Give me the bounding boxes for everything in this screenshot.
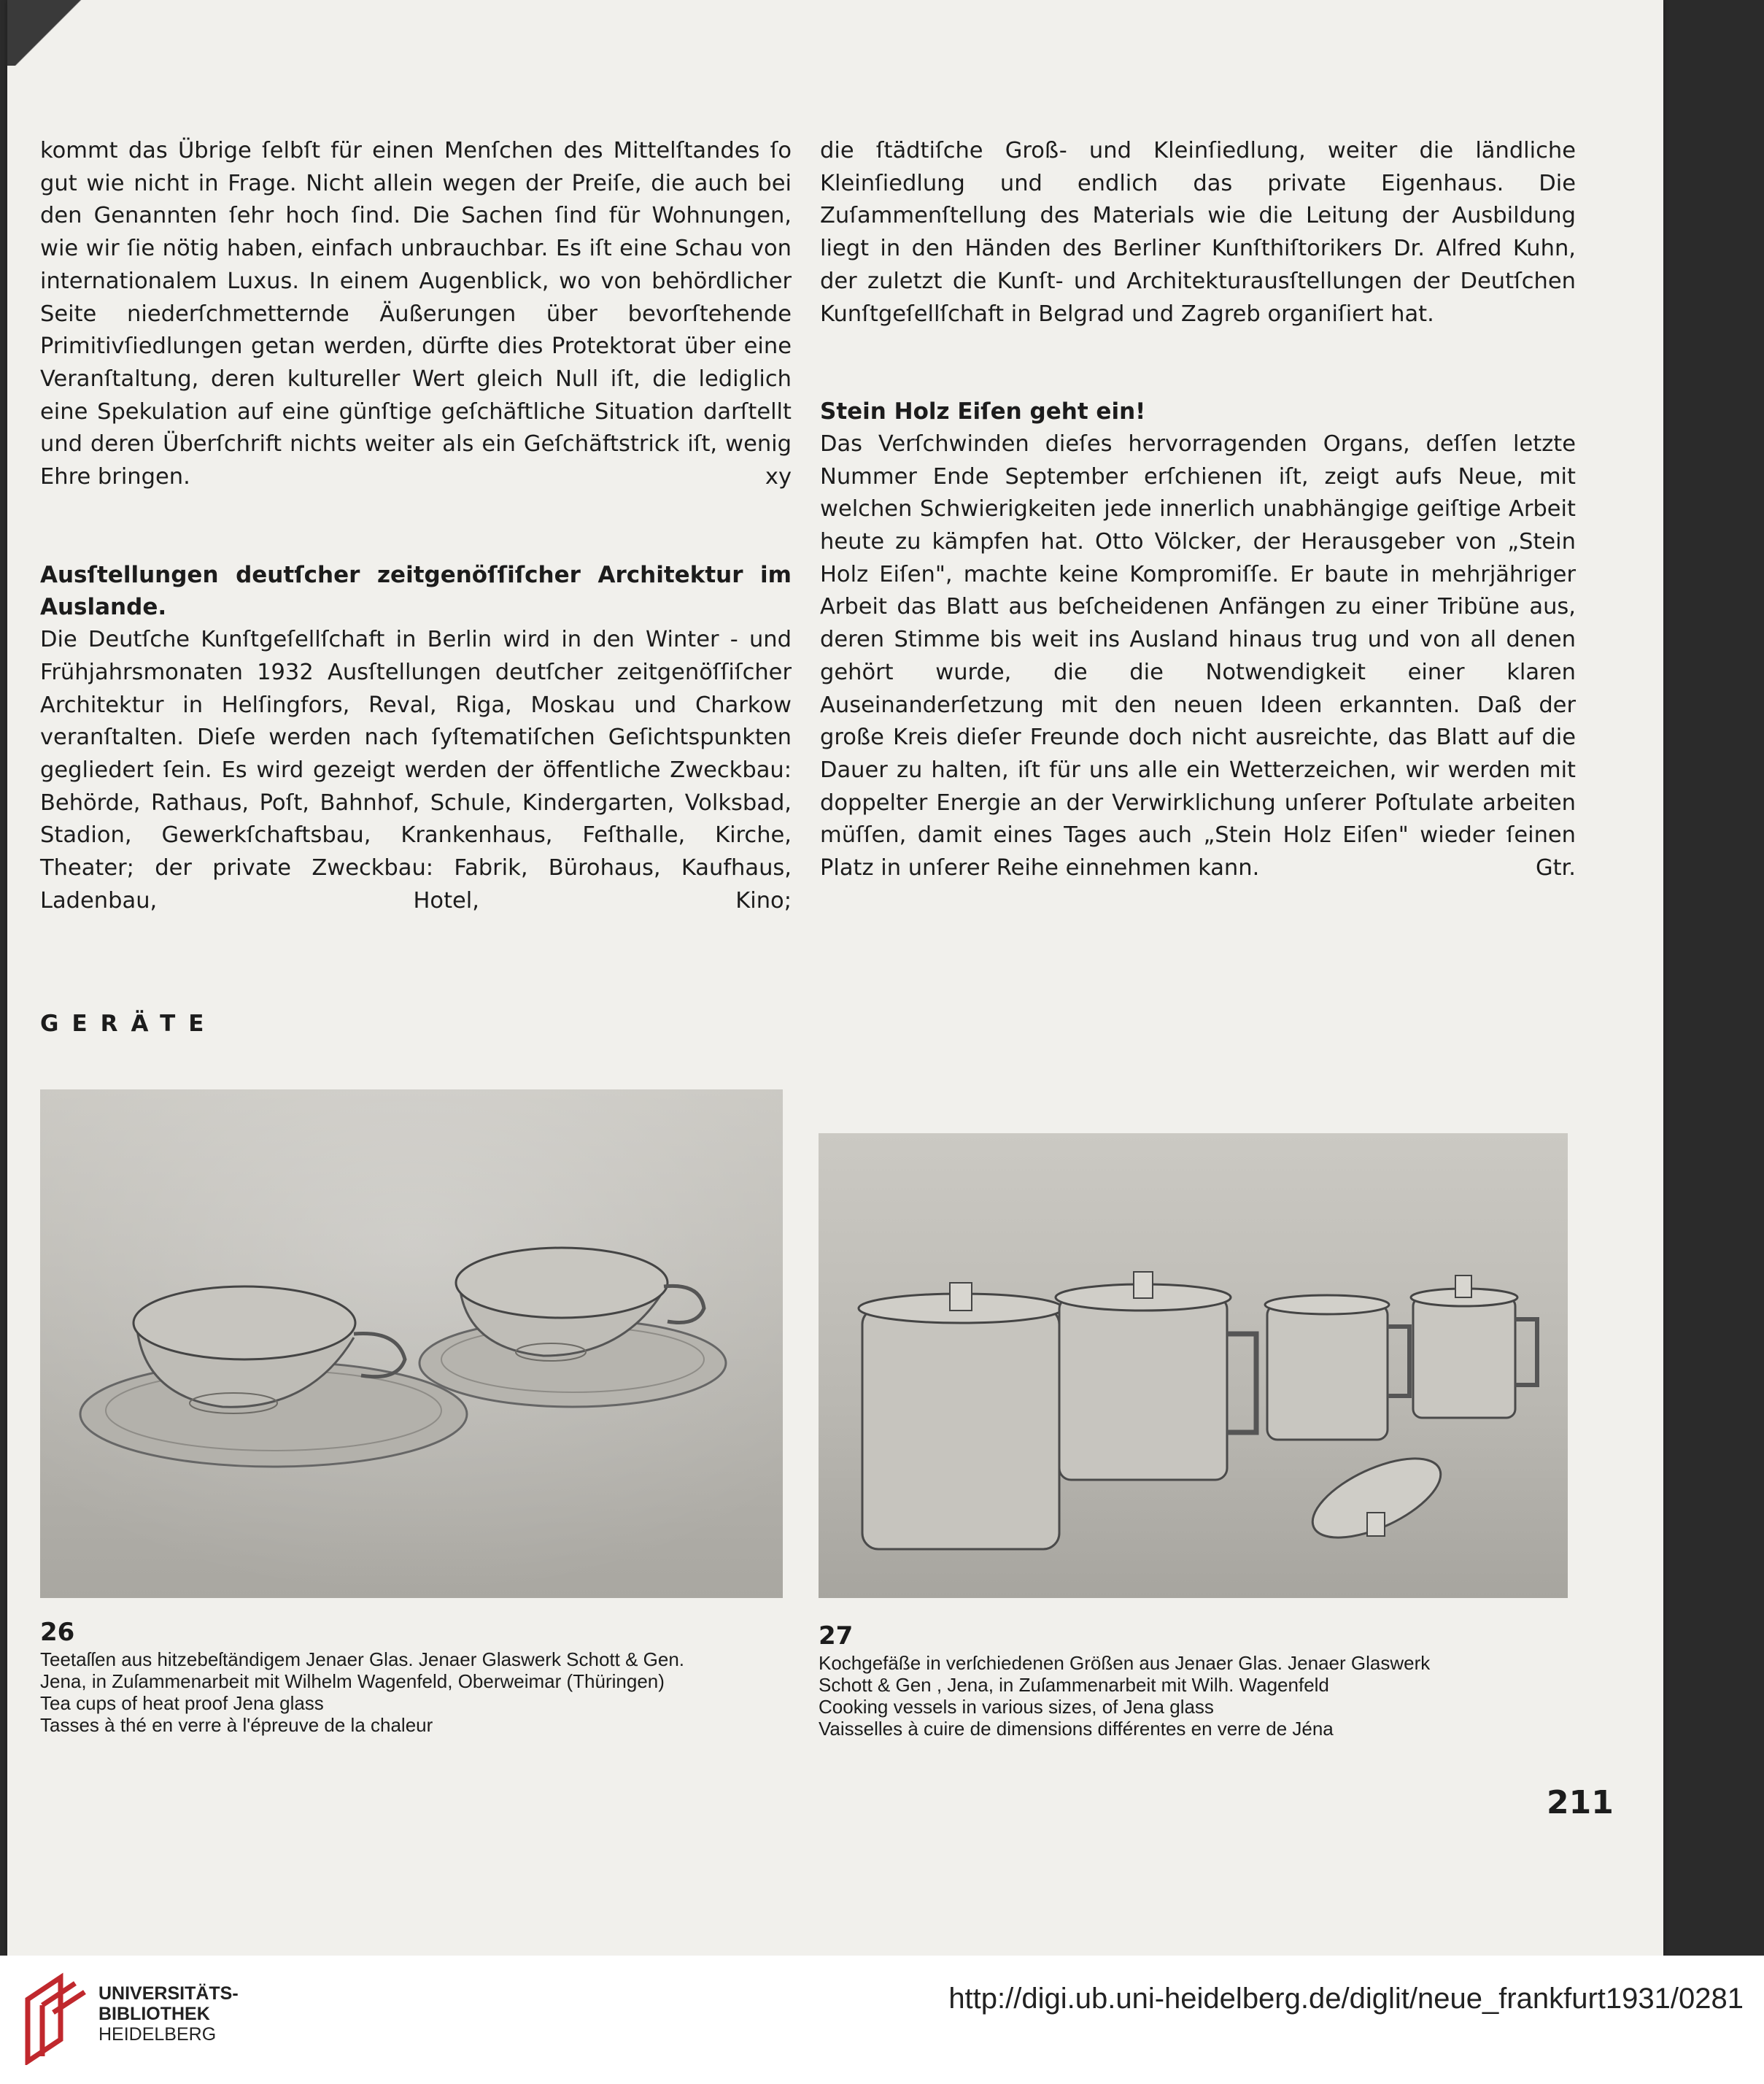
library-name bbox=[98, 1983, 239, 2045]
figure-26-line-1: Teetaſſen aus hitzebeſtändigem Jenaer Glas. Jenaer Glaswerk Schott & Gen. bbox=[40, 1648, 685, 1670]
source-url-link[interactable]: http://digi.ub.uni-heidelberg.de/diglit/neue_frankfurt1931/0281 bbox=[948, 1983, 1744, 2015]
right-paragraph-2-signature: Gtr. bbox=[1535, 855, 1576, 881]
library-name-line-2: BIBLIOTHEK bbox=[98, 2004, 210, 2024]
heading-stein-holz-eisen: Stein Holz Eiſen geht ein! bbox=[820, 398, 1146, 425]
figure-26-line-3: Tea cups of heat proof Jena glass bbox=[40, 1692, 324, 1714]
figure-27-number: 27 bbox=[819, 1621, 854, 1651]
library-name-line-1: UNIVERSITÄTS- bbox=[98, 1983, 239, 2004]
figure-26-line-4: Tasses à thé en verre à l'épreuve de la chaleur bbox=[40, 1714, 433, 1736]
right-paragraph-2 bbox=[820, 428, 1576, 885]
right-paragraph-1: die ſtädtiſche Groß- und Kleinſiedlung, weiter die ländliche Kleinſiedlung und endlich das private Eigenhaus. Die Zuſammenſtellung des Materials wie die Leitung der Ausbildung liegt in den Händen des Berliner Kunſthiſtorikers Dr. Alfred Kuhn, der zuletzt die Kunſt- und Architekturausſtellungen der Deutſchen Kunſtgeſellſchaft in Belgrad und Zagreb organiſiert hat. bbox=[820, 138, 1576, 327]
left-paragraph-1-text: kommt das Übrige ſelbſt für einen Menſchen des Mittelſtandes ſo gut wie nicht in Frage. Nicht allein wegen der Preiſe, die auch bei den Genannten ſehr hoch ſind. Die Sachen ſind für Wohnungen, wie wir ſie nötig haben, einfach unbrauchbar. Es iſt eine Schau von internationalem Luxus. In einem Augenblick, wo von behördlicher Seite niederſchmetternde Äußerungen über bevorſtehende Primitivſiedlungen getan werden, dürfte dies Protektorat über eine Veranſtaltung, deren kultureller Wert gleich Null iſt, die lediglich eine Spekulation auf eine günſtige geſchäftliche Situation darſtellt und deren Überſchrift nichts weiter als ein Geſchäftstrick iſt, wenig Ehre bringen. bbox=[40, 138, 792, 490]
library-name-line-3: HEIDELBERG bbox=[98, 2024, 217, 2045]
page-number: 211 bbox=[1547, 1784, 1614, 1821]
left-text-column bbox=[40, 135, 792, 917]
left-paragraph-2: Die Deutſche Kunſtgeſellſchaft in Berlin wird in den Winter - und Frühjahrsmonaten 1932 Ausſtellungen deutſcher zeitgenöſſiſcher Architektur in Helſingfors, Reval, Riga, Moskau und Charkow veranſtalten. Dieſe werden nach ſyſtematiſchen Geſichtspunkten gegliedert ſein. Es wird gezeigt werden der öffentliche Zweckbau: Behörde, Rathaus, Poſt, Bahnhof, Schule, Kindergarten, Volksbad, Stadion, Gewerkſchaftsbau, Krankenhaus, Feſthalle, Kirche, Theater; der private Zweckbau: Fabrik, Bürohaus, Kaufhaus, Ladenbau, Hotel, Kino; bbox=[40, 627, 792, 914]
figure-27-line-3: Cooking vessels in various sizes, of Jena glass bbox=[819, 1696, 1214, 1718]
caption-figure-26 bbox=[40, 1616, 684, 1736]
page-corner-shadow bbox=[7, 0, 88, 66]
tea-cups-illustration bbox=[40, 1089, 783, 1598]
figure-26-line-2: Jena, in Zuſammenarbeit mit Wilhelm Wagenfeld, Oberweimar (Thüringen) bbox=[40, 1670, 665, 1692]
footer-bar bbox=[0, 1956, 1764, 2084]
right-paragraph-2-text: Das Verſchwinden dieſes hervorragenden Organs, deſſen letzte Nummer Ende September erſchienen iſt, zeigt aufs Neue, mit welchen Schwierigkeiten jede innerlich unabhängige geiſtige Arbeit heute zu kämpfen hat. Otto Völcker, der Herausgeber von „Stein Holz Eiſen", machte keine Kompromiſſe. Er baute in mehrjähriger Arbeit das Blatt aus beſcheidenen Anfängen zu einer Tribüne aus, deren Stimme bis weit ins Ausland hinaus trug und von all denen gehört wurde, die die Notwendigkeit einer klaren Auseinanderſetzung mit den neuen Ideen erkannten. Daß der große Kreis dieſer Freunde doch nicht ausreichte, das Blatt auf die Dauer zu halten, iſt für uns alle ein Wetterzeichen, wir werden mit doppelter Energie an der Verwirklichung unſerer Poſtulate arbeiten müſſen, damit eines Tages auch „Stein Holz Eiſen" wieder ſeinen Platz in unſerer Reihe einnehmen kann. bbox=[820, 431, 1576, 881]
photo-cooking-vessels bbox=[819, 1133, 1568, 1598]
figure-27-line-4: Vaisselles à cuire de dimensions différentes en verre de Jéna bbox=[819, 1718, 1334, 1740]
figure-27-line-2: Schott & Gen , Jena, in Zuſammenarbeit mit Wilh. Wagenfeld bbox=[819, 1674, 1329, 1696]
caption-figure-27 bbox=[819, 1620, 1430, 1740]
photo-tea-cups bbox=[40, 1089, 783, 1598]
figure-26-number: 26 bbox=[40, 1618, 75, 1647]
left-paragraph-1 bbox=[40, 135, 792, 494]
right-text-column bbox=[820, 135, 1576, 885]
cooking-vessels-illustration bbox=[819, 1133, 1568, 1598]
heading-ausstellungen: Ausſtellungen deutſcher zeitgenöſſiſcher Architektur im Auslande. bbox=[40, 561, 792, 621]
university-library-logo-icon bbox=[20, 1970, 90, 2065]
section-title-geraete: GERÄTE bbox=[40, 1011, 217, 1037]
figure-27-line-1: Kochgefäße in verſchiedenen Größen aus Jenaer Glas. Jenaer Glaswerk bbox=[819, 1652, 1431, 1674]
left-paragraph-1-signature: xy bbox=[765, 464, 792, 490]
